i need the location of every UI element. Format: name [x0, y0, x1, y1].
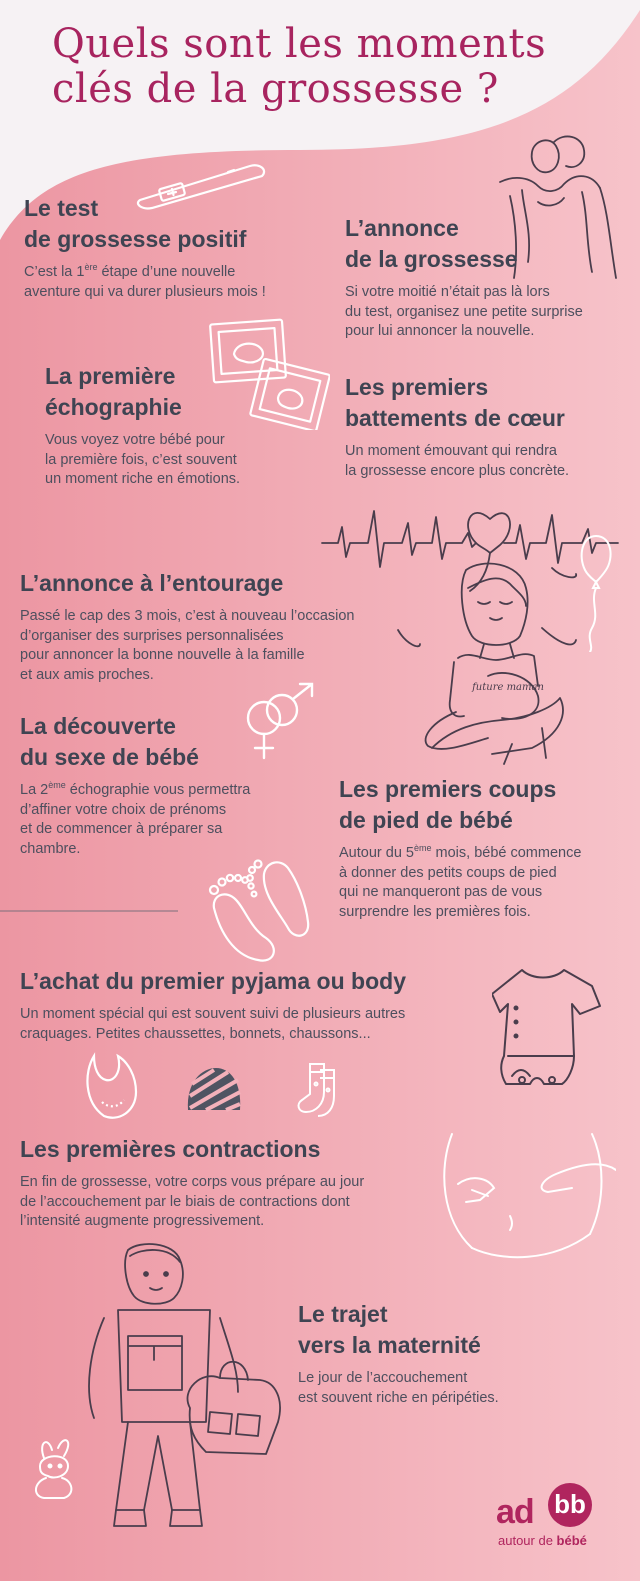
title-line-2: clés de la grossesse ? [52, 66, 499, 112]
section-body: Vous voyez votre bébé pour la première fois, c’est souvent un moment riche en émotions. [45, 432, 241, 487]
section-title: La première échographie [45, 363, 182, 420]
section-body: Un moment spécial qui est souvent suivi de plusieurs autres craquages. Petites chaussettes, bonnets, chaussons... [20, 1006, 406, 1042]
section-test-positif [24, 193, 266, 302]
section-body: C’est la 1ère étape d’une nouvelle aventure qui va durer plusieurs mois ! [24, 262, 266, 300]
socks-icon [296, 1060, 342, 1118]
section-body: Un moment émouvant qui rendra la grossesse encore plus concrète. [345, 443, 570, 479]
gender-symbols-icon [240, 680, 320, 766]
section-body: Autour du 5ème mois, bébé commence à donner des petits coups de pied qui ne manqueront pas de vous surprendre les premières fois. [339, 843, 582, 920]
section-contractions [20, 1134, 364, 1232]
onesie-icon [492, 964, 604, 1090]
section-coups-de-pied [339, 774, 581, 922]
section-premiere-echographie [45, 361, 240, 490]
section-title: L’annonce à l’entourage [20, 570, 284, 596]
section-body: En fin de grossesse, votre corps vous prépare au jour de l’accouchement par le biais de contractions dont l’intensité augmente progressivement. [20, 1174, 365, 1229]
brand-logo [496, 1483, 606, 1553]
section-annonce-entourage [20, 568, 355, 685]
section-body: La 2ème échographie vous permettra d’affiner votre choix de prénoms et de commencer à préparer sa chambre. [20, 780, 251, 857]
section-title: Le trajet vers la maternité [298, 1301, 481, 1358]
belly-hands-icon [432, 1130, 616, 1264]
title-line-1: Quels sont les moments [52, 21, 547, 67]
section-body: Le jour de l’accouchement est souvent riche en péripéties. [298, 1370, 499, 1406]
bib-icon [84, 1052, 140, 1122]
section-title: L’annonce de la grossesse [345, 215, 518, 272]
tshirt-text: future maman [472, 682, 544, 693]
pregnant-woman-icon [392, 558, 582, 766]
section-title: Les premières contractions [20, 1136, 321, 1162]
logo-tagline: autour de bébé [498, 1533, 587, 1548]
section-battements-coeur [345, 372, 569, 481]
section-title: Les premiers coups de pied de bébé [339, 776, 557, 833]
page-title [52, 22, 546, 112]
balloon-icon [576, 532, 616, 652]
section-annonce-grossesse [345, 213, 583, 342]
logo-ad: ad [496, 1493, 534, 1531]
section-body: Si votre moitié n’était pas là lors du test, organisez une petite surprise pour lui annoncer la nouvelle. [345, 284, 583, 339]
section-trajet-maternite [298, 1299, 499, 1408]
section-title: L’achat du premier pyjama ou body [20, 968, 406, 994]
beanie-icon [184, 1064, 242, 1116]
section-decouverte-sexe [20, 711, 250, 859]
logo-bb: bb [548, 1483, 592, 1527]
plush-toy-icon [24, 1432, 84, 1502]
father-with-bags-icon [70, 1240, 290, 1540]
footprints-icon [204, 856, 314, 966]
section-body: Passé le cap des 3 mois, c’est à nouveau l’occasion d’organiser des surprises personnalisées pour annoncer la bonne nouvelle à la famille et aux amis proches. [20, 608, 355, 683]
section-premier-pyjama [20, 966, 406, 1044]
section-title: Les premiers battements de cœur [345, 374, 565, 431]
section-title: La découverte du sexe de bébé [20, 713, 199, 770]
section-title: Le test de grossesse positif [24, 195, 247, 252]
